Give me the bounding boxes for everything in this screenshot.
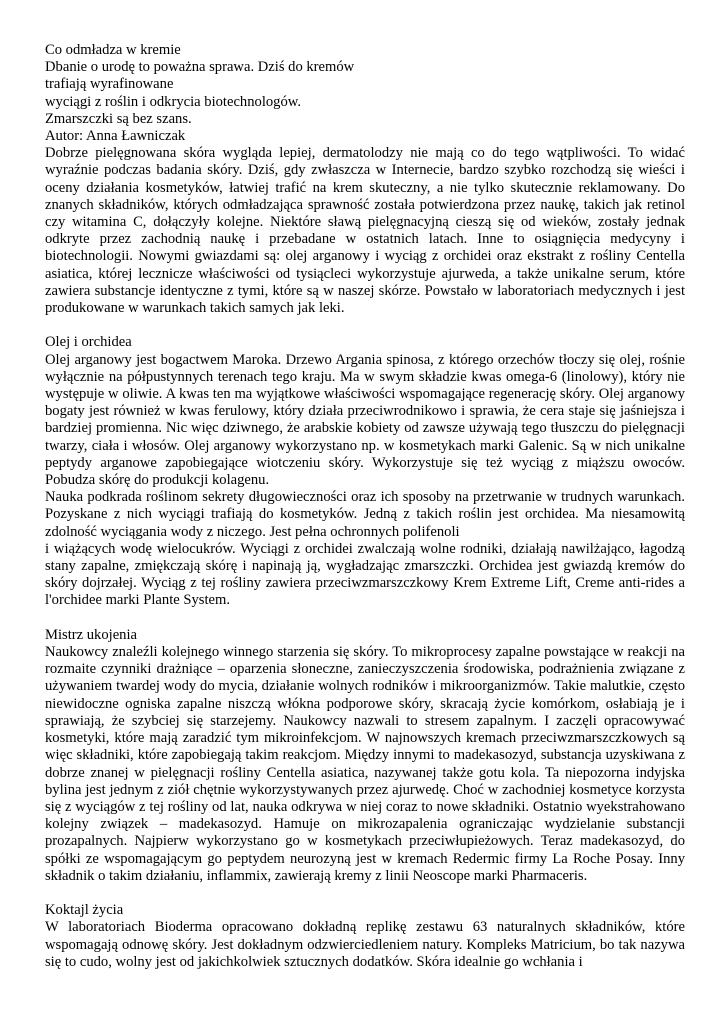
section-gap <box>45 885 685 902</box>
lead-line: wyciągi z roślin i odkrycia biotechnologów. <box>45 93 302 110</box>
lead-line: Zmarszczki są bez szans. <box>45 110 192 127</box>
document-page <box>45 42 685 971</box>
article-title: Co odmładza w kremie <box>45 42 181 58</box>
lead-line: trafiają wyrafinowane <box>45 76 174 93</box>
lead-line: Dbanie o urodę to poważna sprawa. Dziś do kremów <box>45 59 355 76</box>
section-heading-mistrz-ukojenia: Mistrz ukojenia <box>45 626 138 643</box>
section-gap <box>45 610 685 627</box>
section-paragraph: Naukowcy znaleźli kolejnego winnego starzenia się skóry. To mikroprocesy zapalne powstające w reakcji na rozmaite czynniki drażniące – oparzenia słoneczne, zanieczyszczenia środowiska, podrażnienia związane z używaniem twardej wody do mycia, działanie wolnych rodników i mikroorganizmów. Takie malutkie, często niewidoczne ogniska zapalne niszczą włókna podporowe skóry, skracają życie komórkom, osłabiają je i sprawiają, że szybciej się starzejemy. Naukowcy nazwali to stresem zapalnym. I zaczęli opracowywać kosmetyki, które mają zaradzić tym mikroinfekcjom. W najnowszych kremach przeciwzmarszczkowych są więc składniki, które zapobiegają takim reakcjom. Między innymi to madekasozyd, substancja uzyskiwana z dobrze znanej w pielęgnacji rośliny Centella asiatica, nazywanej także gotu kola. Ta niepozorna indyjska bylina jest jednym z ziół chętnie wykorzystywanych przez ajurwedę. Choć w zachodniej kosmetyce korzysta się z wyciągów z tej rośliny od lat, nauka odkrywa w niej coraz to nowe składniki. Ostatnio wyekstrahowano kolejny związek – madekasozyd. Hamuje on mikrozapalenia ograniczając wydzielanie substancji prozapalnych. Najpierw wykorzystano go w kosmetykach przeciwłupieżowych. Teraz madekasozyd, do spółki ze wspomagającym go peptydem neurozyną jest w kremach Redermic firmy La Roche Posay. Inny składnik o takim działaniu, inflammix, zawierają kremy z linii Neoscope marki Pharmaceris. <box>45 644 685 884</box>
section-paragraph: Olej arganowy jest bogactwem Maroka. Drzewo Argania spinosa, z którego orzechów tłoczy się olej, rośnie wyłącznie na półpustynnych terenach tego kraju. Ma w swym składzie kwas omega-6 (linolowy), który nie występuje w oliwie. A kwas ten ma wyjątkowe właściwości wspomagające regenerację skóry. Olej arganowy bogaty jest również w kwas ferulowy, który działa przeciwrodnikowo i sprawia, że cera staje się jaśniejsza i bardziej promienna. Nic więc dziwnego, że arabskie kobiety od zawsze używają tego tłuszczu do pielęgnacji twarzy, ciała i włosów. Olej arganowy wykorzystano np. w kosmetykach marki Galenic. Są w nich unikalne peptydy arganowe zapobiegające wiotczeniu skóry. Wykorzystuje się też wyciąg z miąższu owoców. Pobudza skórę do produkcji kolagenu. <box>45 351 685 489</box>
section-gap <box>45 317 685 334</box>
section-paragraph: i wiążących wodę wielocukrów. Wyciągi z orchidei zwalczają wolne rodniki, działają nawilżająco, łagodzą stany zapalne, zmiękczają skórę i napinają ją, wygładzając zmarszczki. Orchidea jest gwiazdą kremów do skóry dojrzałej. Wyciąg z tej rośliny zawiera przeciwzmarszczkowy Krem Extreme Lift, Creme anti-rides a l'orchidee marki Plante System. <box>45 540 685 609</box>
intro-paragraph: Dobrze pielęgnowana skóra wygląda lepiej, dermatolodzy nie mają co do tego wątpliwości. To widać wyraźnie podczas badania skóry. Dziś, gdy zwłaszcza w Internecie, bardzo szybko rozchodzą się wieści i oceny działania kosmetyków, łatwiej trafić na krem skuteczny, a nie tylko skutecznie reklamowany. Do znanych składników, których odmładzająca sprawność została potwierdzona przez naukę, takich jak retinol czy witamina C, dołączyły kolejne. Niektóre sławą pielęgnacyjną cieszą się od wieków, zostały jednak odkryte przez zachodnią naukę i przebadane w ostatnich latach. Inne to osiągnięcia medycyny i biotechnologii. Nowymi gwiazdami są: olej arganowy i wyciąg z orchidei oraz ekstrakt z rośliny Centella asiatica, której lecznicze właściwości od tysiącleci wykorzystuje ajurweda, a także unikalne serum, które zawiera substancje identyczne z tymi, które są w naszej skórze. Powstało w laboratoriach medycznych i jest produkowane w warunkach takich samych jak leki. <box>45 145 685 317</box>
section-heading-koktajl-zycia: Koktajl życia <box>45 902 124 919</box>
section-paragraph: W laboratoriach Bioderma opracowano dokładną replikę zestawu 63 naturalnych składników, które wspomagają odnowę skóry. Jest dokładnym odzwierciedleniem natury. Kompleks Matricium, bo tak nazywa się to cudo, wolny jest od jakichkolwiek sztucznych dodatków. Skóra idealnie go wchłania i <box>45 919 685 970</box>
author-line: Autor: Anna Ławniczak <box>45 128 186 145</box>
section-paragraph: Nauka podkrada roślinom sekrety długowieczności oraz ich sposoby na przetrwanie w trudnych warunkach. Pozyskane z nich wyciągi trafiają do kosmetyków. Jedną z takich roślin jest orchidea. Ma niesamowitą zdolność wyciągania wody z niczego. Jest pełna ochronnych polifenoli <box>45 489 685 540</box>
section-heading-olej-i-orchidea: Olej i orchidea <box>45 334 132 351</box>
